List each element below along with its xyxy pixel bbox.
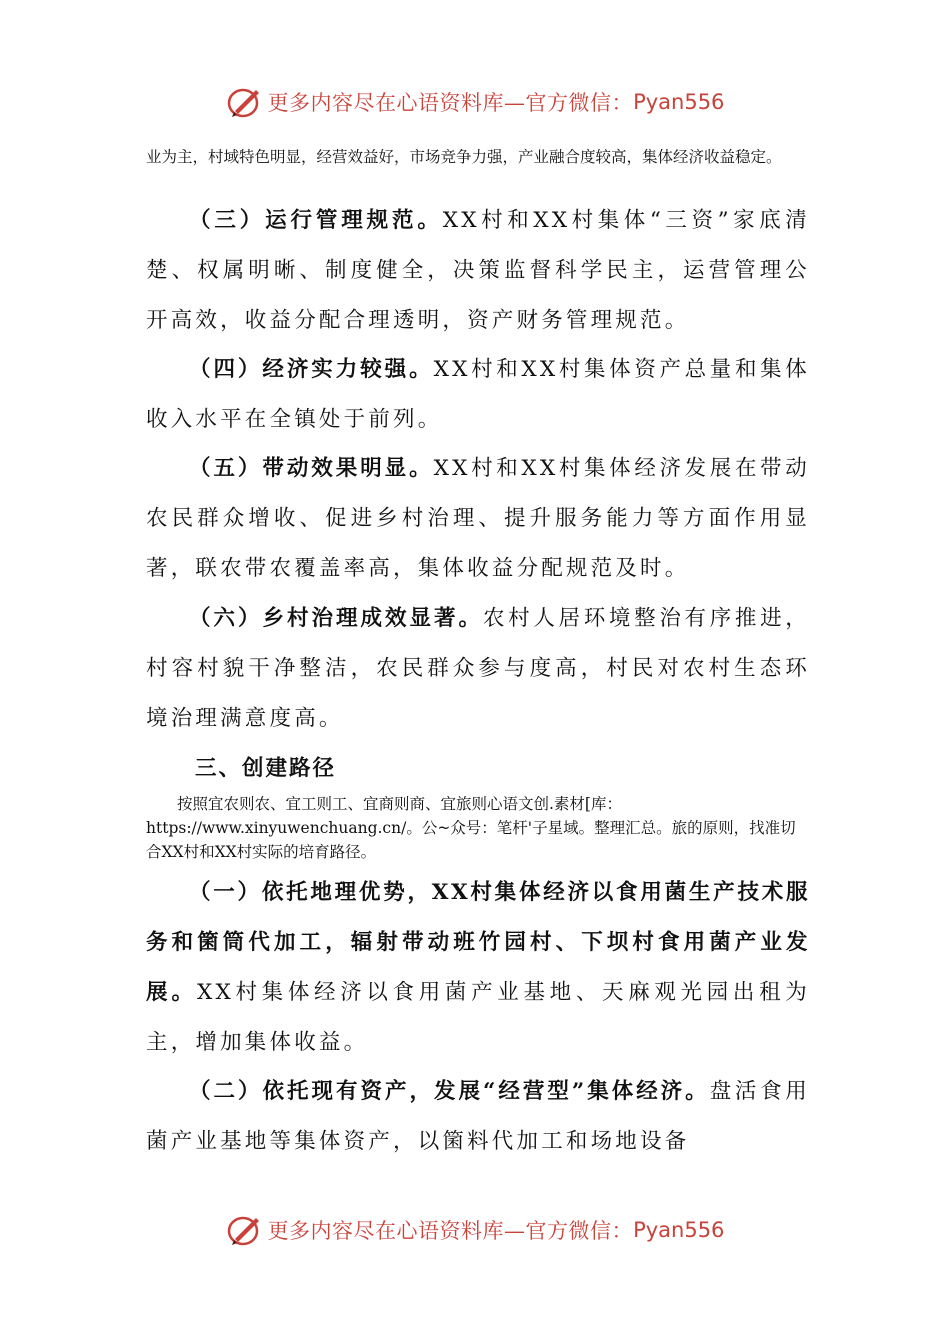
- pen-circle-logo-icon: [226, 1213, 264, 1247]
- section-three-heading: 三、创建路径: [195, 756, 337, 781]
- path-item-two-text: 盘活食用菌产业基地等集体资产，以箘料代加工和场地设备: [146, 1079, 810, 1154]
- page-header: [0, 80, 950, 124]
- paragraph-three: [146, 196, 810, 346]
- path-item-one-title: （一）依托地理优势，XX村集体经济以食用菌生产技术服务和箘筒代加工，辐射带动班竹园村、下坝村食用菌产业发展。: [146, 880, 810, 1005]
- path-item-one-text: XX村集体经济以食用菌产业基地、天麻观光园出租为主，增加集体收益。: [146, 980, 810, 1055]
- continued-paragraph: 业为主，村域特色明显，经营效益好，市场竞争力强，产业融合度较高，集体经济收益稳定。: [146, 148, 782, 166]
- paragraph-four-text: XX村和XX村集体资产总量和集体收入水平在全镇处于前列。: [146, 357, 810, 432]
- footer-wechat-id: Pyan556: [633, 1218, 725, 1242]
- header-text: 更多内容尽在心语资料库—官方微信：: [267, 91, 634, 115]
- path-item-two: [146, 1067, 810, 1167]
- paragraph-five-title: （五）带动效果明显。: [189, 456, 434, 481]
- paragraph-three-text: XX村和XX村集体“三资”家底清楚、权属明晰、制度健全，决策监督科学民主，运营管理公开高效，收益分配合理透明，资产财务管理规范。: [146, 208, 810, 333]
- paragraph-five-text: XX村和XX村集体经济发展在带动农民群众增收、促进乡村治理、提升服务能力等方面作用显著，联农带农覆盖率高，集体收益分配规范及时。: [146, 456, 810, 581]
- footer-text: 更多内容尽在心语资料库—官方微信：: [267, 1219, 634, 1243]
- header-wechat-id: Pyan556: [633, 90, 725, 114]
- path-item-one: [146, 868, 810, 1068]
- paragraph-six-text: 农村人居环境整治有序推进，村容村貌干净整洁，农民群众参与度高，村民对农村生态环境治理满意度高。: [146, 606, 810, 731]
- path-item-two-title: （二）依托现有资产，发展“经营型”集体经济。: [189, 1079, 710, 1104]
- pen-circle-logo-icon: [226, 85, 264, 119]
- paragraph-six-title: （六）乡村治理成效显著。: [189, 606, 483, 631]
- path-intro-paragraph: 按照宜农则农、宜工则工、宜商则商、宜旅则心语文创.素材[库：https://www.xinyuwenchuang.cn/。公~众号：笔杆'子星域。整理汇总。旅的原则，找准切合XX村和XX村实际的培育路径。: [146, 795, 796, 861]
- page-footer: [0, 1208, 950, 1252]
- paragraph-four-title: （四）经济实力较强。: [189, 357, 434, 382]
- paragraph-four: [146, 345, 810, 445]
- paragraph-three-title: （三）运行管理规范。: [189, 208, 443, 233]
- paragraph-five: [146, 444, 810, 594]
- paragraph-six: [146, 594, 810, 744]
